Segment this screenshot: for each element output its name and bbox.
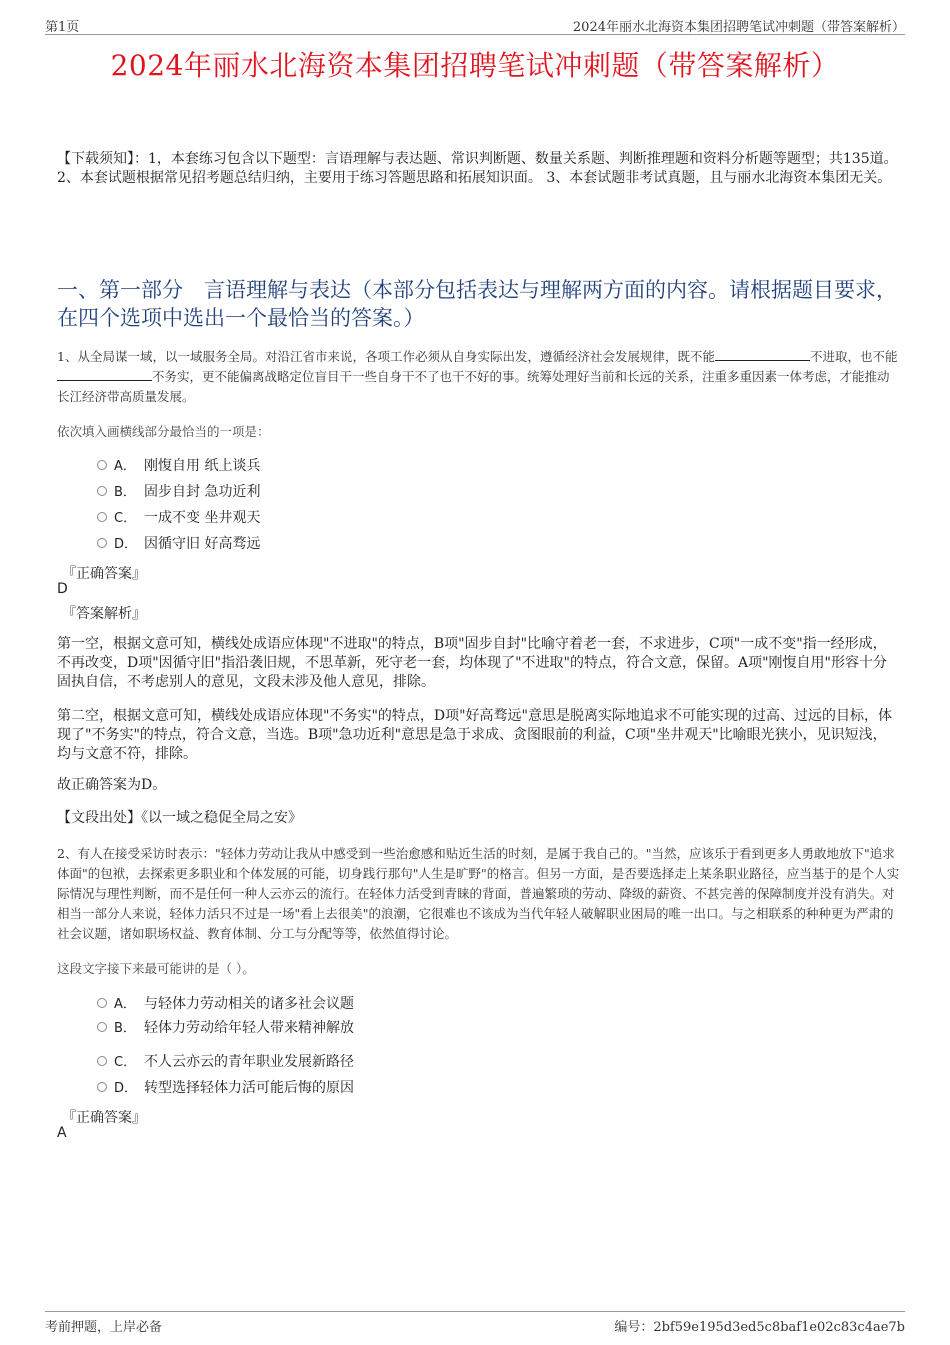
question-1-prompt: 依次填入画横线部分最恰当的一项是：: [57, 424, 270, 439]
fill-blank-1: [715, 349, 810, 361]
q1-analysis-label: 『答案解析』: [62, 606, 146, 622]
download-notice: 【下载须知】：1，本套练习包含以下题型：言语理解与表达题、常识判断题、数量关系题、判断推理题和资料分析题等题型；共135道。 2、本套试题根据常见招考题总结归纳，主要用于练习答题思路和拓展知识面。 3、本套试题非考试真题，且与丽水北海资本集团无关。: [57, 151, 898, 186]
q1-option-d[interactable]: D． 因循守旧 好高骛远: [97, 534, 260, 554]
q1-analysis-1: 第一空，根据文意可知，横线处成语应体现"不进取"的特点，B项"固步自封"比喻守着老一套，不求进步，C项"一成不变"指一经形成，不再改变，D项"因循守旧"指沿袭旧规，不思革新，死守老一套，均体现了"不进取"的特点，符合文意，保留。A项"刚愎自用"形容十分固执自信，不考虑别人的意见，文段未涉及他人意见，排除。: [57, 636, 887, 690]
radio-icon[interactable]: [97, 1056, 107, 1066]
radio-icon[interactable]: [97, 1022, 107, 1032]
question-2-prompt: 这段文字接下来最可能讲的是（ ）。: [57, 961, 255, 976]
q1-source: 【文段出处】《以一域之稳促全局之安》: [57, 810, 302, 826]
footer-slogan: 考前押题，上岸必备: [45, 1320, 163, 1335]
q1-conclusion: 故正确答案为D。: [57, 777, 167, 793]
page-number: 第1页: [45, 20, 80, 35]
q1-option-c[interactable]: C． 一成不变 坐井观天: [97, 508, 260, 528]
page-header: [45, 14, 905, 35]
header-doc-title: 2024年丽水北海资本集团招聘笔试冲刺题（带答案解析）: [572, 20, 905, 35]
question-2-text: 2、有人在接受采访时表示："轻体力劳动让我从中感受到一些治愈感和贴近生活的时刻，是属于我自己的。"当然，应该乐于看到更多人勇敢地放下"追求体面"的包袱，去探索更多职业和个体发展的可能，切身践行那句"人生是旷野"的格言。但另一方面，是否要选择走上某条职业路径，应当基于的是个人实际情况与理性判断，而不是任何一种人云亦云的流行。在轻体力活受到青睐的背面，普遍繁琐的劳动、降级的薪资、不甚完善的保障制度并没有消失。对相当一部分人来说，轻体力活只不过是一场"看上去很美"的浪潮，它很难也不该成为当代年轻人破解职业困局的唯一出口。与之相联系的种种更为严肃的社会议题，诸如职场权益、教育体制、分工与分配等等，依然值得讨论。: [57, 846, 900, 941]
q2-option-a[interactable]: A． 与轻体力劳动相关的诸多社会议题: [97, 994, 354, 1014]
q1-option-b[interactable]: B． 固步自封 急功近利: [97, 482, 260, 502]
question-1-text: 1、从全局谋一域，以一域服务全局。对沿江省市来说，各项工作必须从自身实际出发，遵循经济社会发展规律，既不能 不进取，也不能不务实，更不能偏离战略定位盲目干一些自身干不了也干不好的事。统筹处理好当前和长远的关系，注重多重因素一体考虑，才能推动长江经济带高质量发展。: [57, 349, 898, 404]
q1-answer: D: [57, 581, 68, 597]
section-title: 一、第一部分 言语理解与表达（本部分包括表达与理解两方面的内容。请根据题目要求，在四个选项中选出一个最恰当的答案。）: [57, 278, 897, 330]
radio-icon[interactable]: [97, 538, 107, 548]
footer-code: 编号：2bf59e195d3ed5c8baf1e02c83c4ae7b: [614, 1320, 905, 1335]
q2-answer-label: 『正确答案』: [62, 1110, 146, 1126]
radio-icon[interactable]: [97, 486, 107, 496]
q2-option-c[interactable]: C． 不人云亦云的青年职业发展新路径: [97, 1052, 354, 1072]
q2-option-b[interactable]: B． 轻体力劳动给年轻人带来精神解放: [97, 1018, 354, 1038]
radio-icon[interactable]: [97, 1082, 107, 1092]
q1-answer-label: 『正确答案』: [62, 566, 146, 582]
q2-option-d[interactable]: D． 转型选择轻体力活可能后悔的原因: [97, 1078, 354, 1098]
page-title: 2024年丽水北海资本集团招聘笔试冲刺题（带答案解析）: [110, 49, 840, 82]
page-footer: [45, 1311, 905, 1336]
radio-icon[interactable]: [97, 512, 107, 522]
radio-icon[interactable]: [97, 460, 107, 470]
radio-icon[interactable]: [97, 998, 107, 1008]
q1-option-a[interactable]: A． 刚愎自用 纸上谈兵: [97, 456, 260, 476]
fill-blank-2: [57, 369, 152, 381]
q2-answer: A: [57, 1125, 67, 1141]
q1-analysis-2: 第二空，根据文意可知，横线处成语应体现"不务实"的特点，D项"好高骛远"意思是脱离实际地追求不可能实现的过高、过远的目标，体现了"不务实"的特点，符合文意，当选。B项"急功近利"意思是急于求成、贪图眼前的利益，C项"坐井观天"比喻眼光狭小，见识短浅，均与文意不符，排除。: [57, 708, 892, 762]
